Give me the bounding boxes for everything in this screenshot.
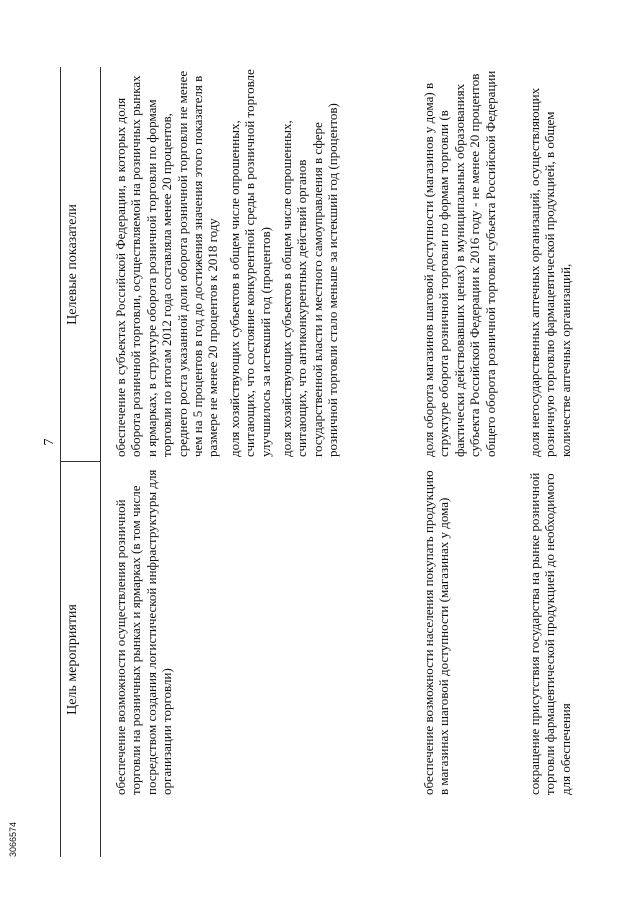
page-number: 7 [42,438,57,446]
table-row-2-goal [421,465,452,795]
indicator-text: доля хозяйствующих субъектов в общем числе опрошенных, считающих, что состояние конкурентной среды в розничной торговле улучшилось за истекший год (процентов) [226,69,273,457]
indicator-text: обеспечение в субъектах Российской Федерации, в которых доля оборота розничной торговли, осуществляемой на розничных рынках и ярмарках, в структуре оборота розничной торговли по формам торговли по итогам 2012 года составляла менее 20 процентов, среднего роста указанной доли оборота розничной торговли не менее чем на 5 процентов в год до достижения значения этого показателя в размере не менее 20 процентов к 2018 году [113,70,221,457]
goal-text: обеспечение возможности осуществления розничной торговли на розничных рынках и ярмарках (в том числе посредством создания логистической инфраструктуры для организации торговли) [113,469,175,795]
header-goal: Цель мероприятия [65,604,80,715]
table-row-1-indicators [113,67,341,457]
goal-text: обеспечение возможности населения покупать продукцию в магазинах шаговой доступности (магазинах у дома) [421,470,452,795]
goal-text: сокращение присутствия государства на рынке розничной торговли фармацевтической продукцией до необходимого для обеспечения [527,472,573,795]
indicator-text: доля негосударственных аптечных организаций, осуществляющих розничную торговлю фармацевтической продукцией, в общем количестве аптечных организаций, [527,87,573,457]
indicator-text: доля оборота магазинов шаговой доступности (магазинов у дома) в структуре оборота розничной торговли по формам торговли (в фактически действовавших ценах) в муниципальных образованиях субъекта Российской Федерации к 2016 году - не менее 20 процентов общего оборота розничной торговли субъекта Российской Федерации [421,70,498,457]
indicator-text: доля хозяйствующих субъектов в общем числе опрошенных, считающих, что антиконкурентных действий органов государственной власти и местного самоуправления в сфере розничной торговли стало меньше за истекший год (процентов) [279,103,341,457]
table-row-3-indicators [527,67,573,457]
table-header-rule [100,67,101,857]
rotated-page-content [8,67,582,857]
document-code: 3066574 [8,821,18,857]
table-row-2-indicators [421,67,498,457]
table-row-3-goal [527,465,573,795]
table-row-1-goal [113,465,175,795]
header-indicators: Целевые показатели [65,204,80,325]
table-top-rule [60,67,61,857]
